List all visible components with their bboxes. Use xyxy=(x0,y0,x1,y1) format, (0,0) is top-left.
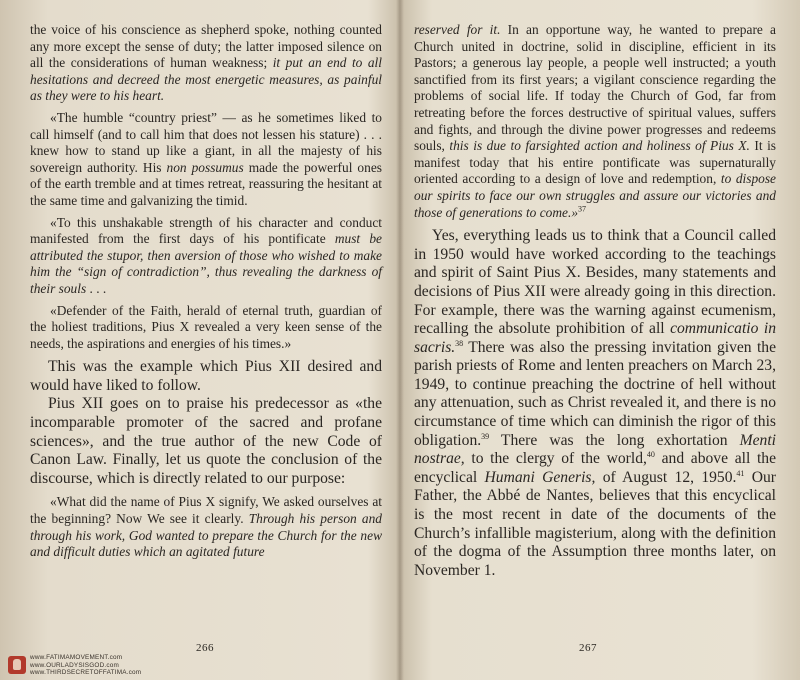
text-run: In an opportune way, he wanted to prepare a Church united in doctrine, solid in discipline, efficient in its Pastors; a generous lay people, a people well instructed; a youth sanctified from its first years; a vigilant conscience regarding the problems of social life. If today the Church of God, far from retreating before the forces destructive of spiritual values, suffers and fights, and through the divine power progresses and redeems souls, xyxy=(414,22,776,154)
italic-text: communicatio in sacris. xyxy=(414,320,776,356)
footer-urls xyxy=(30,654,141,677)
text-run: «To this unshakable strength of his character and conduct manifested from the first days of his pontificate xyxy=(30,214,382,247)
footnote-ref: 39 xyxy=(481,431,490,441)
text-run: the voice of his conscience as shepherd spoke, nothing counted any more except the sense of duty; the latter imposed silence on all the considerations of human weakness; xyxy=(30,22,382,71)
paragraph xyxy=(30,110,382,210)
paragraph xyxy=(414,22,776,221)
footer-url[interactable]: www.FATIMAMOVEMENT.com xyxy=(30,654,123,661)
text-run: It is manifest today that his entire pontificate was supernaturally oriented according to a design of love and redemption, xyxy=(414,138,777,187)
italic-text: Menti nostrae, xyxy=(414,431,776,468)
text-run: There was the long exhortation xyxy=(489,431,740,449)
italic-text: non possumus xyxy=(166,159,244,175)
right-page-number: 267 xyxy=(579,642,597,654)
right-page xyxy=(414,22,776,580)
site-logo-icon xyxy=(8,656,26,674)
text-run: Yes, everything leads us to think that a Council called in 1950 would have worked according to the teachings and spirit of Saint Pius X. Besides, many statements and decisions of Pius XII were already going in this direction. For example, there was the warning against ecumenism, recalling the absolute prohibition of all xyxy=(414,227,776,338)
footer-url[interactable]: www.OURLADYSISGOD.com xyxy=(30,661,120,669)
footnote-ref: 41 xyxy=(736,468,745,478)
italic-text: Humani Generis, xyxy=(484,468,596,486)
left-page-number: 266 xyxy=(196,642,214,654)
text-run: of August 12, 1950. xyxy=(595,468,737,486)
text-run: to the clergy of the world, xyxy=(464,450,647,468)
paragraph xyxy=(30,22,382,105)
footnote-ref: 37 xyxy=(578,204,587,214)
italic-text: reserved for it. xyxy=(414,22,501,37)
text-run: and above all the encyclical xyxy=(414,450,777,486)
text-run: «Defender of the Faith, herald of eternal truth, guardian of the holiest traditions, Pius X revealed a very keen sense of the needs, the aspirations and energies of his times.» xyxy=(30,302,382,351)
text-run: Pius XII goes on to praise his predecessor as «the incomparable promoter of the sacred and profane sciences», and the true author of the new Code of Canon Law. Finally, let us quote the conclusion of the discourse, which is directly related to our purpose: xyxy=(30,395,382,487)
paragraph xyxy=(30,395,382,488)
paragraph xyxy=(30,215,382,298)
text-run: made the powerful ones of the earth tremble and at times retreat, reassuring the hesitant at the same time and galvanizing the timid. xyxy=(30,159,382,208)
italic-text: to dispose our spirits to face our own struggles and assure our victories and those of generations to come.» xyxy=(414,171,776,220)
text-run: «The humble “country priest” — as he sometimes liked to call himself (and to call him that does not lessen his stature) . . . knew how to stand up like a giant, in all the majesty of his sovereign authority. His xyxy=(30,109,382,175)
book-gutter xyxy=(396,0,404,680)
paragraph xyxy=(30,494,382,560)
italic-text: this is due to farsighted action and holiness of Pius X. xyxy=(449,138,750,154)
italic-text: must be attributed the stupor, then aversion of those who wished to make him the “sign of contradiction”, thus revealing the darkness of their souls xyxy=(30,231,382,296)
paragraph xyxy=(30,303,382,353)
footnote-ref: 38 xyxy=(455,338,464,348)
footer-url[interactable]: www.THIRDSECRETOFFATIMA.com xyxy=(30,669,142,677)
text-run: This was the example which Pius XII desired and would have liked to follow. xyxy=(30,358,382,394)
text-run: «What did the name of Pius X signify, We asked ourselves at the beginning? Now We see it clearly. xyxy=(30,494,382,527)
italic-text: Through his person and through his work, God wanted to prepare the Church for the new and difficult duties which an agitated future xyxy=(30,511,382,560)
left-page xyxy=(30,22,382,561)
italic-text: it put an end to all hesitations and decreed the most energetic measures, as painful as they were to his heart. xyxy=(30,55,383,104)
text-run: Our Father, the Abbé de Nantes, believes that this encyclical is the most recent in date of the documents of the Church’s infallible magisterium, along with the definition of the dogma of the Assumption three months later, on November 1. xyxy=(414,468,776,579)
text-run: . . . xyxy=(86,280,107,296)
footnote-ref: 40 xyxy=(646,450,655,460)
text-run: There was also the pressing invitation given the parish priests of Rome and lenten preachers on March 23, 1949, to continue preaching the doctrine of hell without any attenuation, such as Christ revealed it, and there is no circumstance of time which can diminish the rigor of this obligation. xyxy=(414,338,776,449)
paragraph xyxy=(414,227,776,580)
paragraph xyxy=(30,358,382,395)
